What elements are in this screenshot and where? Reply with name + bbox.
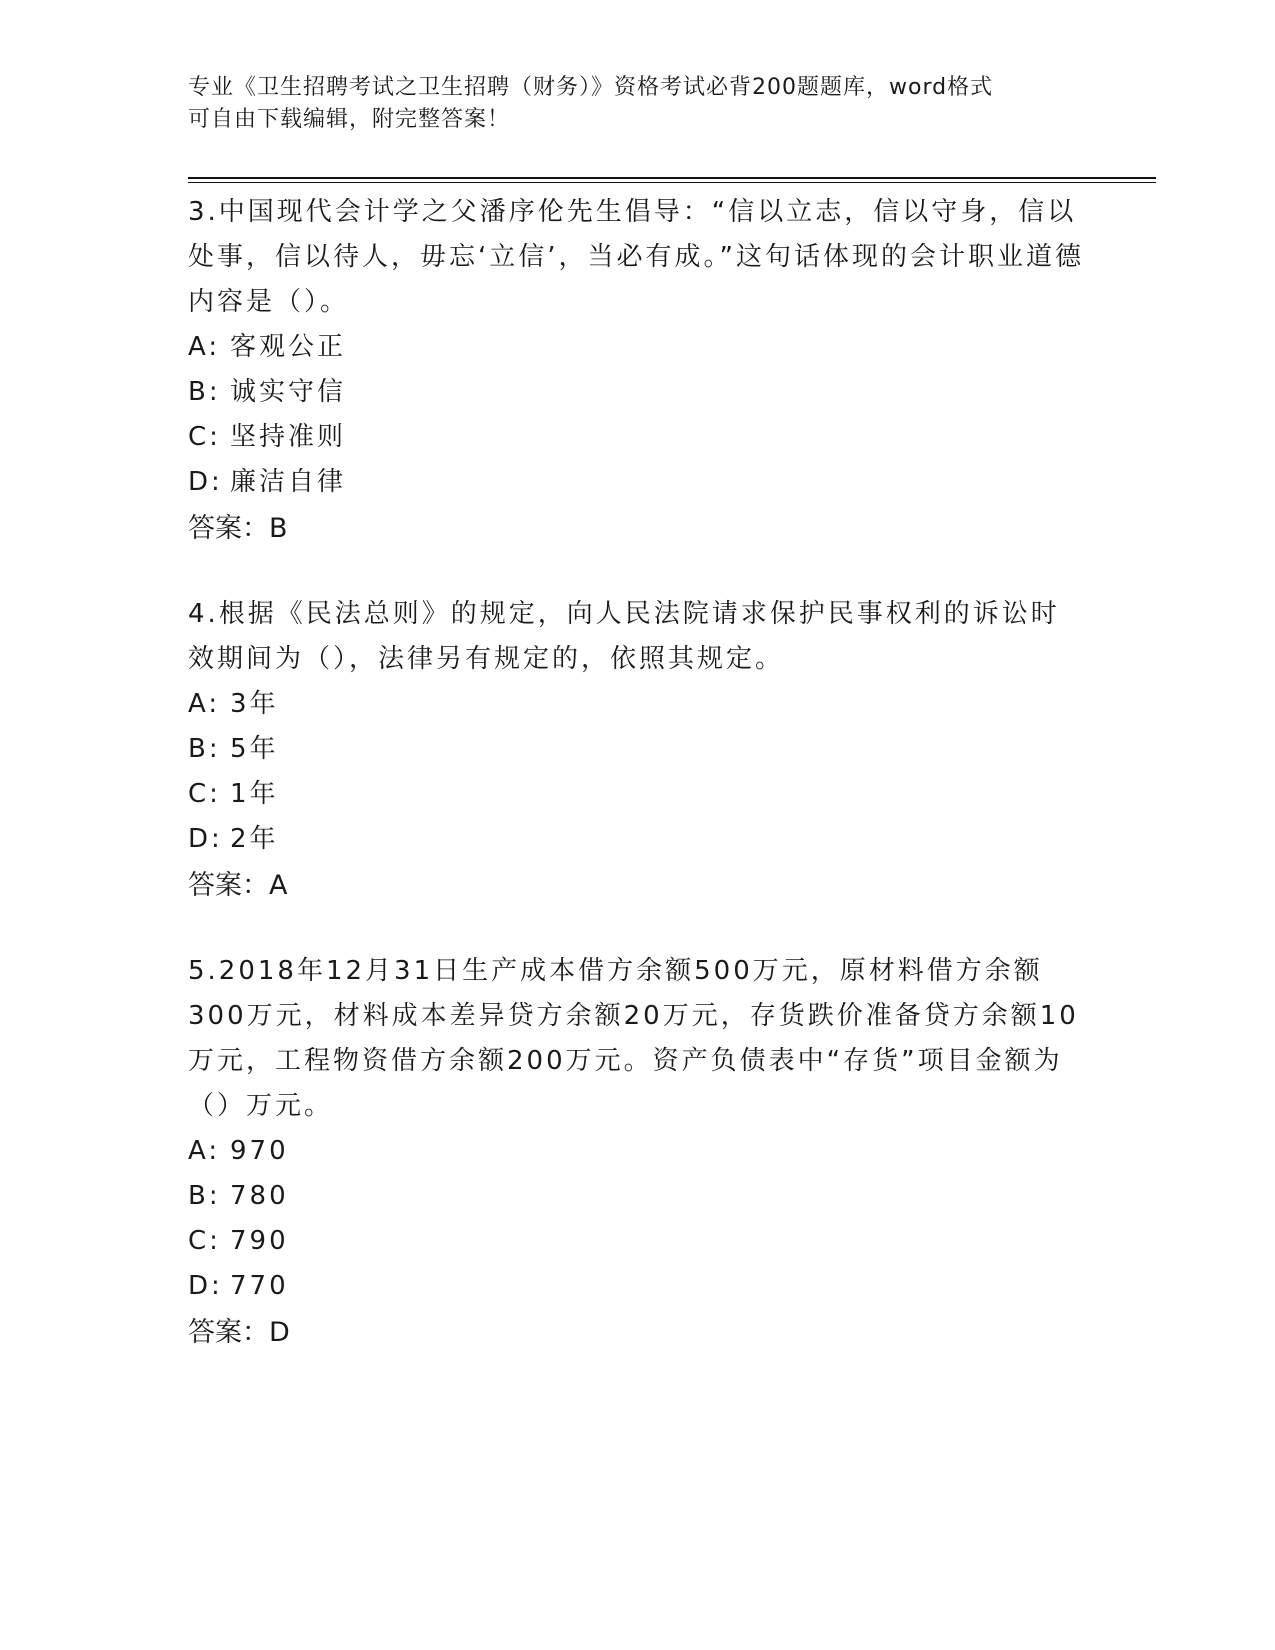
answer-line: 答案：D bbox=[188, 1317, 290, 1348]
option-letter: C: bbox=[188, 779, 221, 809]
option-letter: B: bbox=[188, 734, 221, 764]
option-letter: B: bbox=[188, 377, 221, 407]
option-text: 客观公正 bbox=[230, 332, 347, 362]
option-text: 5年 bbox=[230, 734, 279, 764]
option-a bbox=[188, 325, 1088, 370]
question-text: 4.根据《民法总则》的规定，向人民法院请求保护民事权利的诉讼时效期间为（），法律另有规定的，依照其规定。 bbox=[188, 599, 1060, 674]
option-text: 廉洁自律 bbox=[230, 467, 347, 497]
option-text: 1年 bbox=[230, 779, 279, 809]
option-letter: A: bbox=[188, 1136, 221, 1166]
question-5 bbox=[188, 949, 1088, 1356]
option-letter: C: bbox=[188, 1226, 221, 1256]
option-letter: D: bbox=[188, 1271, 223, 1301]
header-divider-thick bbox=[188, 177, 1156, 179]
option-text: 坚持准则 bbox=[230, 422, 347, 452]
option-letter: A: bbox=[188, 332, 221, 362]
option-a bbox=[188, 1129, 1088, 1174]
question-3 bbox=[188, 190, 1088, 552]
header-divider-thin bbox=[188, 182, 1156, 183]
answer-line: 答案：B bbox=[188, 513, 288, 544]
question-list bbox=[188, 190, 1088, 1396]
option-text: 3年 bbox=[230, 689, 279, 719]
option-letter: D: bbox=[188, 467, 223, 497]
option-text: 790 bbox=[230, 1226, 289, 1256]
option-b bbox=[188, 727, 1088, 772]
question-text: 3.中国现代会计学之父潘序伦先生倡导：“信以立志，信以守身，信以处事，信以待人，毋忘‘立信’，当必有成。”这句话体现的会计职业道德内容是（）。 bbox=[188, 197, 1084, 317]
option-letter: C: bbox=[188, 422, 221, 452]
option-c bbox=[188, 1219, 1088, 1264]
option-text: 780 bbox=[230, 1181, 289, 1211]
question-text: 5.2018年12月31日生产成本借方余额500万元，原材料借方余额300万元，材料成本差异贷方余额20万元，存货跌价准备贷方余额10万元，工程物资借方余额200万元。资产负债表中“存货”项目金额为（）万元。 bbox=[188, 956, 1079, 1121]
option-letter: A: bbox=[188, 689, 221, 719]
option-text: 770 bbox=[230, 1271, 289, 1301]
header-line-1: 专业《卫生招聘考试之卫生招聘（财务）》资格考试必背200题题库，word格式 bbox=[188, 75, 994, 100]
option-d bbox=[188, 460, 1088, 505]
option-a bbox=[188, 682, 1088, 727]
header-line-2: 可自由下载编辑，附完整答案！ bbox=[188, 107, 511, 132]
answer-line: 答案：A bbox=[188, 870, 288, 901]
option-letter: B: bbox=[188, 1181, 221, 1211]
option-c bbox=[188, 772, 1088, 817]
option-d bbox=[188, 817, 1088, 862]
option-text: 970 bbox=[230, 1136, 289, 1166]
option-b bbox=[188, 1174, 1088, 1219]
option-b bbox=[188, 370, 1088, 415]
question-4 bbox=[188, 592, 1088, 909]
option-letter: D: bbox=[188, 824, 223, 854]
option-d bbox=[188, 1264, 1088, 1309]
option-text: 2年 bbox=[230, 824, 279, 854]
document-header bbox=[188, 72, 1068, 136]
option-text: 诚实守信 bbox=[230, 377, 347, 407]
option-c bbox=[188, 415, 1088, 460]
